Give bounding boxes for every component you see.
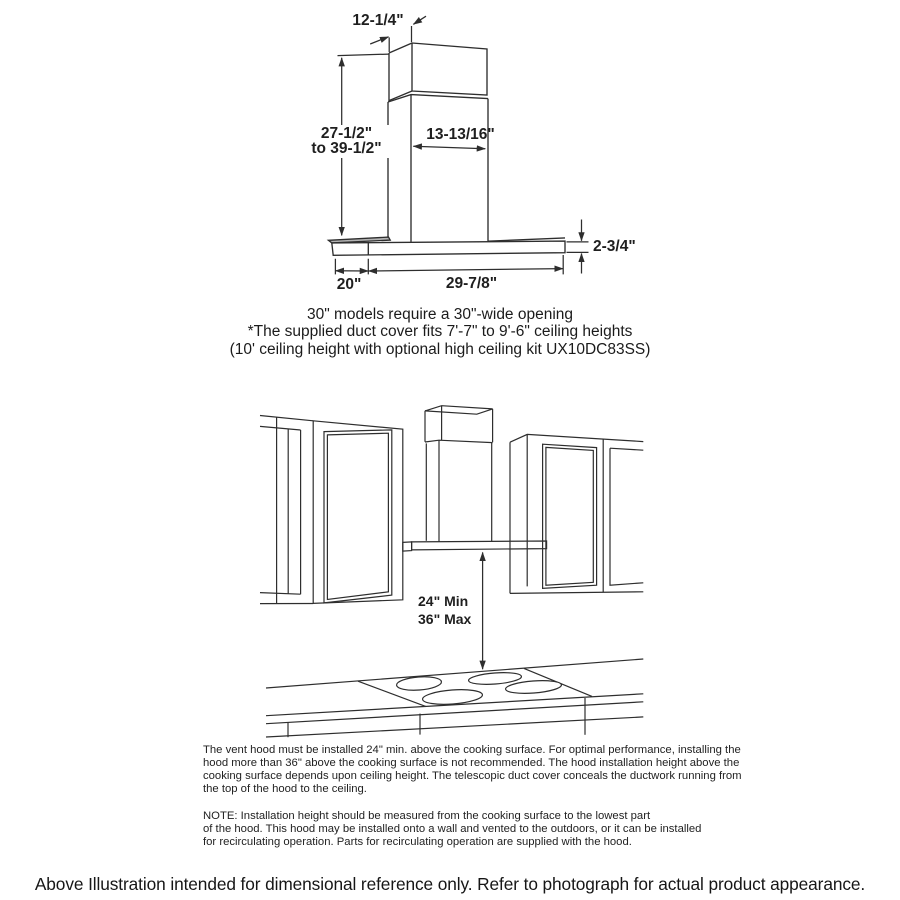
reference-caption: Above Illustration intended for dimensional reference only. Refer to photograph for actual product appearance. — [34, 874, 866, 894]
dim-mount-height-label — [298, 125, 395, 158]
clearance-min-line: 24" Min — [418, 593, 469, 609]
note-line: for recirculating operation. Parts for recirculating operation are supplied with the hood. — [203, 836, 632, 849]
heading-line-2: *The supplied duct cover fits 7'-7" to 9'-6" ceiling heights — [247, 323, 633, 341]
heading-line-3: (10' ceiling height with optional high ceiling kit UX10DC83SS) — [229, 340, 651, 358]
dim-hood-body-height-label: 2-3/4" — [593, 238, 636, 255]
installation-scene — [260, 406, 643, 738]
clearance-label — [418, 593, 471, 628]
dim-hood-width-label: 29-7/8" — [445, 275, 498, 292]
clearance-max-line: 36" Max — [418, 610, 472, 627]
spec-heading — [190, 306, 690, 358]
measurement-note-paragraph — [203, 810, 715, 849]
dim-height-min-line: 27-1/2" — [320, 125, 373, 142]
note-line: the top of the hood to the ceiling. — [203, 783, 367, 796]
installation-note-paragraph — [203, 744, 742, 796]
note-line: of the hood. This hood may be installed onto a wall and vented to the outdoors, or it can be installed — [203, 823, 702, 836]
dim-height-max-line: to 39-1/2" — [311, 140, 382, 158]
note-line: hood more than 36" above the cooking surface is not recommended. The hood installation height above the — [203, 757, 740, 770]
dim-hood-depth-label: 20" — [336, 276, 362, 293]
note-line: cooking surface depends upon ceiling height. The telescopic duct cover conceals the ductwork running from — [203, 770, 742, 783]
dim-duct-width-label: 13-13/16" — [426, 126, 495, 143]
heading-line-1: 30" models require a 30"-wide opening — [306, 306, 574, 323]
note-line: NOTE: Installation height should be measured from the cooking surface to the lowest part — [203, 810, 651, 822]
dim-duct-depth-label: 12-1/4" — [352, 12, 404, 29]
note-line: The vent hood must be installed 24" min. above the cooking surface. For optimal performance, installing the — [203, 744, 741, 756]
